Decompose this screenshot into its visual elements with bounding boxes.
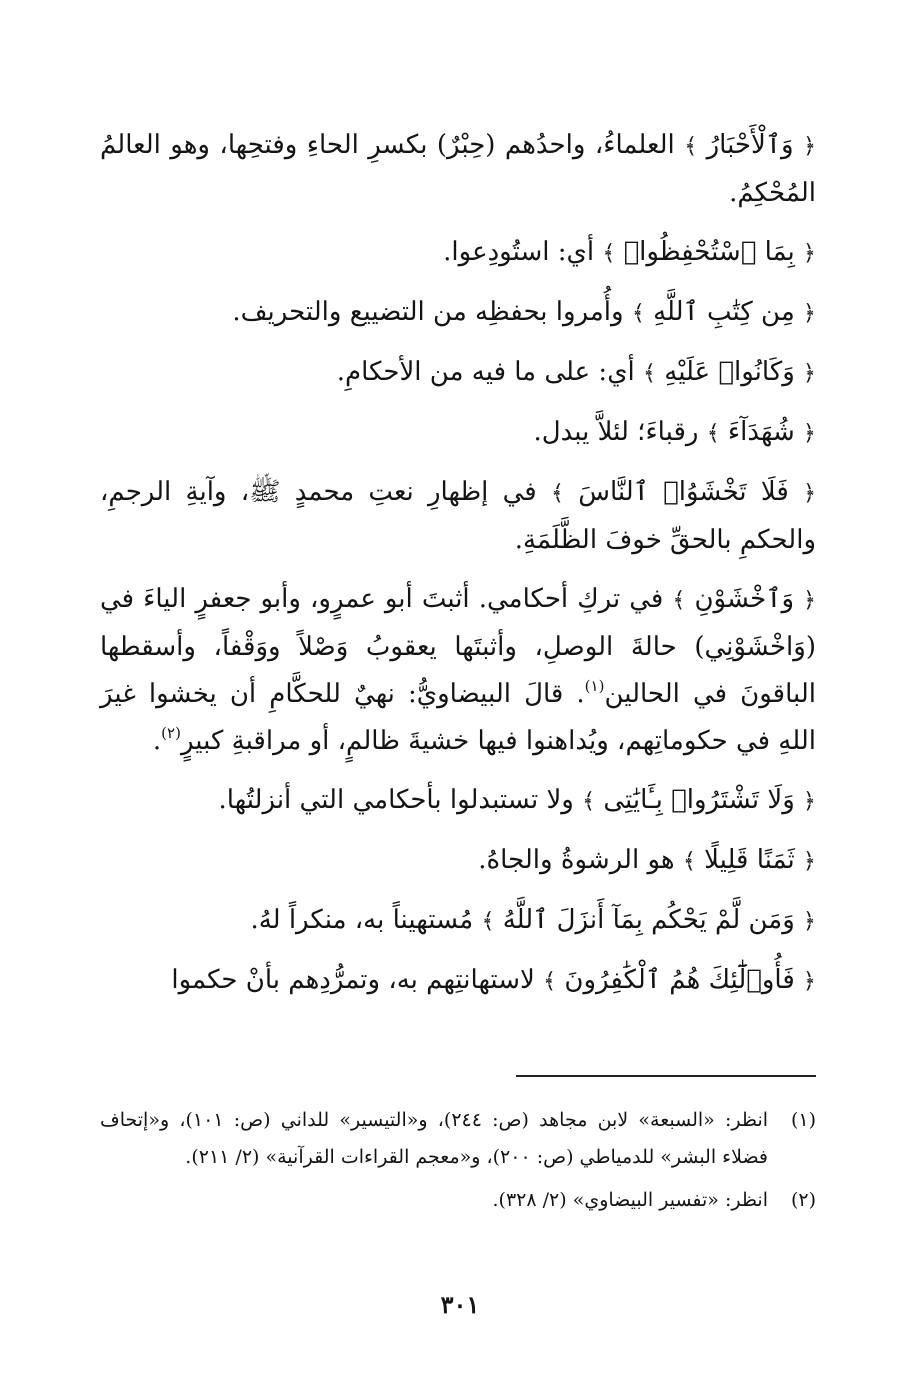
footnote-2 <box>100 1182 816 1219</box>
footnote-number: (١) <box>790 1109 816 1131</box>
quran-bracket-open: ﴿ <box>803 420 816 446</box>
quran-quote: شُهَدَآءَ <box>727 417 795 447</box>
quran-bracket-close: ﴾ <box>684 133 698 159</box>
main-text <box>100 122 816 1005</box>
footnote-text: انظر: «السبعة» لابن مجاهد (ص: ٢٤٤)، و«التيسير» للداني (ص: ١٠١)، و«إتحاف فضلاء البشر» للدمياطي (ص: ٢٠٠)، و«معجم القراءات القرآنية» (٢/ ٢١١). <box>100 1109 769 1168</box>
commentary-text: العلماءُ، واحدُهم (حِبْرٌ) بكسرِ الحاءِ وفتحِها، وهو العالمُ المُحْكِمُ. <box>100 130 816 208</box>
paragraph-7 <box>100 576 816 765</box>
paragraph-6 <box>100 469 816 564</box>
paragraph-5 <box>100 409 816 457</box>
footnote-1 <box>100 1102 816 1176</box>
quran-quote: مِن كِتَٰبِ ٱللَّهِ <box>653 297 795 327</box>
commentary-text: . <box>152 726 162 756</box>
quran-bracket-close: ﴾ <box>643 360 656 386</box>
paragraph-8 <box>100 777 816 825</box>
quran-bracket-close: ﴾ <box>631 300 645 326</box>
commentary-text: في إظهارِ نعتِ محمدٍ ﷺ، وآيةِ الرجمِ، والحكمِ بالحقِّ خوفَ الظَّلَمَةِ. <box>100 477 816 555</box>
quran-bracket-open: ﴿ <box>803 240 816 266</box>
quran-bracket-open: ﴿ <box>803 968 816 994</box>
quran-bracket-close: ﴾ <box>706 420 720 446</box>
footnote-number: (٢) <box>790 1189 816 1211</box>
quran-bracket-open: ﴿ <box>803 587 817 613</box>
quran-bracket-close: ﴾ <box>672 587 686 613</box>
paragraph-4 <box>100 349 816 397</box>
commentary-text: . قالَ البيضاويُّ: نهيٌ للحكَّامِ أن يخشوا غيرَ اللهِ في حكوماتِهم، ويُداهنوا فيها خشيةَ ظالمٍ، أو مراقبةِ كبيرٍ <box>100 679 816 756</box>
quran-bracket-open: ﴿ <box>803 360 816 386</box>
quran-quote: ثَمَنًا قَلِيلًا <box>704 845 795 875</box>
quran-quote: فَأُو۟لَٰٓئِكَ هُمُ ٱلْكَٰفِرُونَ <box>564 965 795 995</box>
commentary-text: أي: استُودِعوا. <box>443 237 595 267</box>
paragraph-9 <box>100 837 816 885</box>
quran-bracket-open: ﴿ <box>803 480 817 506</box>
commentary-text: رقباءَ؛ لئلاَّ يبدل. <box>533 417 699 447</box>
commentary-text: في تركِ أحكامي. أثبتَ أبو عمرٍو، وأبو جعفرٍ الياءَ في (وَاخْشَوْنِي) حالةَ الوصلِ، وأثبتَها يعقوبُ وَصْلاً ووَقْفاً، وأسقطها الباقونَ في الحالين <box>100 584 817 709</box>
quran-quote: وَمَن لَّمْ يَحْكُم بِمَآ أَنزَلَ ٱللَّهُ <box>502 905 795 935</box>
footnote-ref-2[interactable]: (٢) <box>161 724 181 742</box>
quran-quote: وَٱلْأَحْبَارُ <box>706 130 794 160</box>
quran-bracket-close: ﴾ <box>481 908 495 934</box>
commentary-text: مُستهيناً به، منكراً لهُ. <box>250 905 474 935</box>
commentary-text: ولا تستبدلوا بأحكامي التي أنزلتُها. <box>218 785 574 815</box>
quran-quote: فَلَا تَخْشَوُا۟ ٱلنَّاسَ <box>578 477 789 507</box>
quran-bracket-open: ﴿ <box>803 848 816 874</box>
quran-bracket-close: ﴾ <box>543 968 557 994</box>
commentary-text: هو الرشوةُ والجاهُ. <box>478 845 675 875</box>
quran-bracket-close: ﴾ <box>602 240 616 266</box>
quran-bracket-open: ﴿ <box>803 300 816 326</box>
paragraph-11 <box>100 957 816 1005</box>
commentary-text: وأُمروا بحفظِه من التضييع والتحريف. <box>232 297 624 327</box>
quran-bracket-open: ﴿ <box>803 908 816 934</box>
paragraph-3 <box>100 289 816 337</box>
quran-quote: وَلَا تَشْتَرُوا۟ بِـَٔايَٰتِى <box>603 785 795 815</box>
quran-quote: وَٱخْشَوْنِ <box>694 584 795 614</box>
commentary-text: لاستهانتِهم به، وتمرُّدِهم بأنْ حكموا <box>171 965 535 995</box>
commentary-text: أي: على ما فيه من الأحكامِ. <box>336 357 635 387</box>
page-number: ٣٠١ <box>440 1290 480 1319</box>
footnote-divider <box>516 1075 816 1077</box>
quran-quote: بِمَا ٱسْتُحْفِظُوا۟ <box>623 237 795 267</box>
footnote-ref-1[interactable]: (١) <box>584 677 605 695</box>
quran-bracket-open: ﴿ <box>803 133 817 159</box>
footnotes <box>100 1102 816 1219</box>
footnote-text: انظر: «تفسير البيضاوي» (٢/ ٣٢٨). <box>492 1189 768 1211</box>
paragraph-2 <box>100 229 816 277</box>
paragraph-10 <box>100 897 816 945</box>
quran-bracket-open: ﴿ <box>803 788 816 814</box>
quran-bracket-close: ﴾ <box>551 480 564 506</box>
quran-bracket-close: ﴾ <box>582 788 596 814</box>
paragraph-1 <box>100 122 816 217</box>
quran-bracket-close: ﴾ <box>682 848 696 874</box>
quran-quote: وَكَانُوا۟ عَلَيْهِ <box>664 357 795 387</box>
